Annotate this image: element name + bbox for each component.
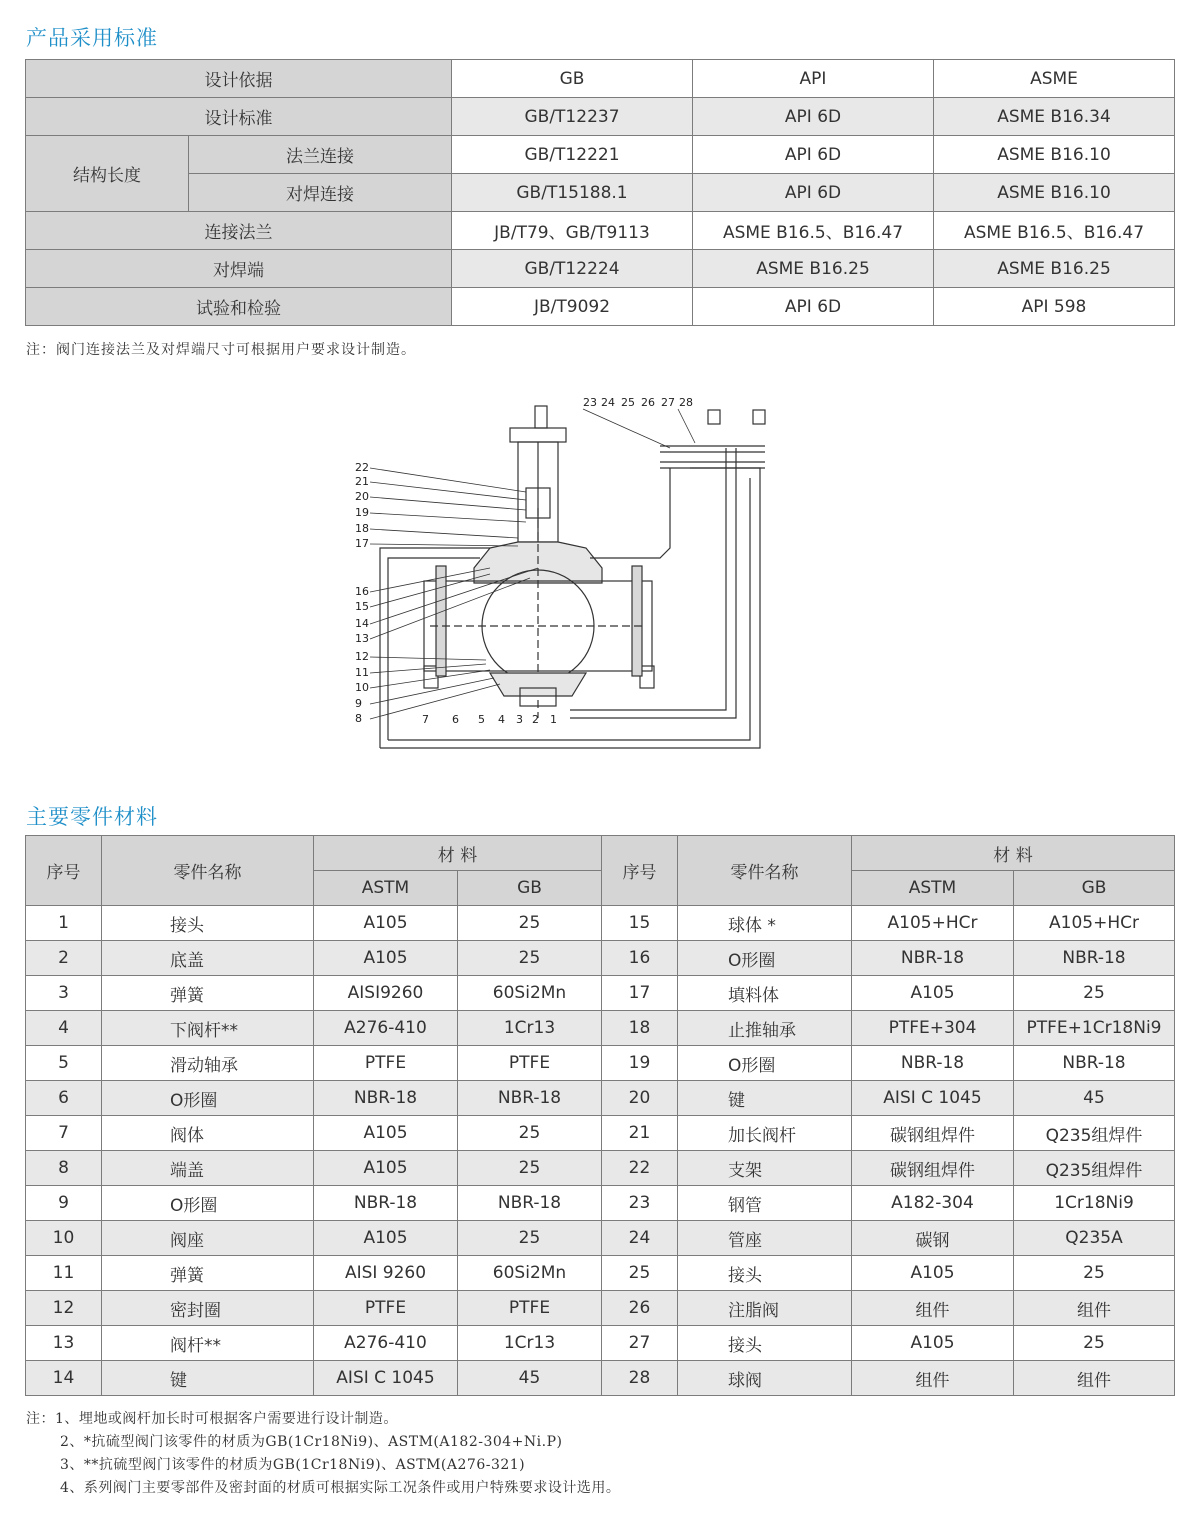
gb-material: NBR-18 (458, 1081, 602, 1116)
callout-label: 2 (532, 713, 539, 726)
callout-label: 10 (355, 681, 369, 694)
part-name: 钢管 (678, 1186, 852, 1221)
part-no: 12 (26, 1291, 102, 1326)
astm-material: A105 (314, 906, 458, 941)
gb-material: 1Cr13 (458, 1011, 602, 1046)
part-no: 21 (602, 1116, 678, 1151)
gb-material: 25 (1014, 1256, 1175, 1291)
gb-material: Q235组焊件 (1014, 1116, 1175, 1151)
astm-material: AISI9260 (314, 976, 458, 1011)
callout-label: 3 (516, 713, 523, 726)
note-line: 2、*抗硫型阀门该零件的材质为GB(1Cr18Ni9)、ASTM(A182-304+Ni.P) (60, 1434, 563, 1450)
row-label: 对焊端 (26, 250, 452, 288)
astm-material: NBR-18 (314, 1081, 458, 1116)
astm-material: A105 (852, 976, 1014, 1011)
table-row (26, 288, 1175, 326)
part-no: 22 (602, 1151, 678, 1186)
part-no: 25 (602, 1256, 678, 1291)
row-label: 连接法兰 (26, 212, 452, 250)
callout-label: 13 (355, 632, 369, 645)
astm-material: A105 (314, 1151, 458, 1186)
design-basis-label: 设计依据 (26, 60, 452, 98)
callout-label: 6 (452, 713, 459, 726)
callout-label: 23 (583, 396, 597, 409)
callout-label: 11 (355, 666, 369, 679)
astm-material: A105 (314, 1116, 458, 1151)
part-name: 注脂阀 (678, 1291, 852, 1326)
part-name: 接头 (102, 906, 314, 941)
table-row (26, 1326, 1175, 1361)
table-row (26, 212, 1175, 250)
materials-title: 主要零件材料 (26, 805, 158, 829)
astm-material: 碳钢组焊件 (852, 1151, 1014, 1186)
col-header-no: 序号 (26, 836, 102, 906)
part-name: 阀杆** (102, 1326, 314, 1361)
table-cell: GB/T12224 (452, 250, 693, 288)
valve-section-diagram (340, 388, 800, 768)
gb-material: 25 (458, 906, 602, 941)
table-cell: API 6D (693, 136, 934, 174)
astm-material: 组件 (852, 1361, 1014, 1396)
astm-material: 碳钢 (852, 1221, 1014, 1256)
gb-material: 1Cr18Ni9 (1014, 1186, 1175, 1221)
table-header-row (26, 836, 1175, 871)
col-header-gb: GB (458, 871, 602, 906)
part-name: 阀座 (102, 1221, 314, 1256)
part-name: O形圈 (678, 941, 852, 976)
note-line: 注：1、埋地或阀杆加长时可根据客户需要进行设计制造。 (26, 1411, 398, 1427)
part-name: 密封圈 (102, 1291, 314, 1326)
table-cell: ASME B16.25 (693, 250, 934, 288)
top-callouts (583, 396, 693, 409)
gb-material: 45 (1014, 1081, 1175, 1116)
col-header-astm: ASTM (314, 871, 458, 906)
callout-label: 21 (355, 475, 369, 488)
gb-material: NBR-18 (1014, 1046, 1175, 1081)
gb-material: 45 (458, 1361, 602, 1396)
part-no: 24 (602, 1221, 678, 1256)
part-name: 管座 (678, 1221, 852, 1256)
astm-material: NBR-18 (314, 1186, 458, 1221)
gb-material: NBR-18 (458, 1186, 602, 1221)
note-line: 3、**抗硫型阀门该零件的材质为GB(1Cr18Ni9)、ASTM(A276-321) (60, 1457, 526, 1473)
gb-material: 25 (1014, 1326, 1175, 1361)
row-label: 结构长度 (26, 136, 189, 212)
callout-label: 17 (355, 537, 369, 550)
gb-material: A105+HCr (1014, 906, 1175, 941)
part-name: 止推轴承 (678, 1011, 852, 1046)
col-header-no: 序号 (602, 836, 678, 906)
table-cell: ASME B16.10 (934, 174, 1175, 212)
astm-material: PTFE (314, 1046, 458, 1081)
gb-material: 25 (458, 1151, 602, 1186)
table-row (26, 1151, 1175, 1186)
callout-label: 28 (679, 396, 693, 409)
gb-material: Q235A (1014, 1221, 1175, 1256)
callout-label: 1 (550, 713, 557, 726)
astm-material: NBR-18 (852, 1046, 1014, 1081)
table-row (26, 1186, 1175, 1221)
astm-material: 组件 (852, 1291, 1014, 1326)
materials-table (25, 835, 1175, 1396)
table-row (26, 1256, 1175, 1291)
table-cell: ASME B16.5、B16.47 (693, 212, 934, 250)
part-name: 接头 (678, 1326, 852, 1361)
col-header-name: 零件名称 (678, 836, 852, 906)
callout-label: 16 (355, 585, 369, 598)
part-no: 4 (26, 1011, 102, 1046)
callout-label: 7 (422, 713, 429, 726)
part-name: O形圈 (678, 1046, 852, 1081)
table-cell: ASME B16.34 (934, 98, 1175, 136)
materials-notes (26, 1408, 620, 1500)
callout-label: 12 (355, 650, 369, 663)
part-no: 26 (602, 1291, 678, 1326)
part-name: 支架 (678, 1151, 852, 1186)
table-cell: API 6D (693, 288, 934, 326)
row-sublabel: 对焊连接 (189, 174, 452, 212)
part-name: 底盖 (102, 941, 314, 976)
col-header-material: 材 料 (852, 836, 1175, 871)
part-name: 键 (102, 1361, 314, 1396)
standards-note: 注：阀门连接法兰及对焊端尺寸可根据用户要求设计制造。 (26, 342, 416, 358)
table-row (26, 174, 1175, 212)
col-header-name: 零件名称 (102, 836, 314, 906)
gb-material: PTFE (458, 1291, 602, 1326)
callout-label: 22 (355, 461, 369, 474)
callout-label: 8 (355, 712, 362, 725)
col-header-gb: GB (452, 60, 693, 98)
callout-label: 26 (641, 396, 655, 409)
astm-material: AISI C 1045 (852, 1081, 1014, 1116)
table-cell: API 6D (693, 98, 934, 136)
part-name: O形圈 (102, 1081, 314, 1116)
callout-label: 4 (498, 713, 505, 726)
callout-label: 5 (478, 713, 485, 726)
part-name: 加长阀杆 (678, 1116, 852, 1151)
col-header-api: API (693, 60, 934, 98)
col-header-astm: ASTM (852, 871, 1014, 906)
astm-material: PTFE (314, 1291, 458, 1326)
astm-material: A105 (852, 1256, 1014, 1291)
table-cell: GB/T15188.1 (452, 174, 693, 212)
table-cell: JB/T9092 (452, 288, 693, 326)
row-label: 设计标准 (26, 98, 452, 136)
astm-material: 碳钢组焊件 (852, 1116, 1014, 1151)
left-callouts (355, 461, 369, 725)
part-no: 17 (602, 976, 678, 1011)
part-name: 接头 (678, 1256, 852, 1291)
table-row (26, 1046, 1175, 1081)
gb-material: 25 (1014, 976, 1175, 1011)
part-no: 6 (26, 1081, 102, 1116)
table-row (26, 941, 1175, 976)
part-name: 球阀 (678, 1361, 852, 1396)
part-name: 阀体 (102, 1116, 314, 1151)
part-no: 10 (26, 1221, 102, 1256)
table-row (26, 1221, 1175, 1256)
part-no: 11 (26, 1256, 102, 1291)
gb-material: NBR-18 (1014, 941, 1175, 976)
part-no: 23 (602, 1186, 678, 1221)
table-cell: JB/T79、GB/T9113 (452, 212, 693, 250)
table-row (26, 60, 1175, 98)
part-name: 下阀杆** (102, 1011, 314, 1046)
table-row (26, 250, 1175, 288)
astm-material: NBR-18 (852, 941, 1014, 976)
gb-material: 60Si2Mn (458, 976, 602, 1011)
gb-material: 25 (458, 1221, 602, 1256)
part-name: 滑动轴承 (102, 1046, 314, 1081)
part-no: 8 (26, 1151, 102, 1186)
part-no: 20 (602, 1081, 678, 1116)
part-name: 弹簧 (102, 1256, 314, 1291)
gb-material: 25 (458, 941, 602, 976)
part-no: 27 (602, 1326, 678, 1361)
table-row (26, 1361, 1175, 1396)
astm-material: AISI C 1045 (314, 1361, 458, 1396)
col-header-gb: GB (1014, 871, 1175, 906)
table-row (26, 1116, 1175, 1151)
table-row (26, 976, 1175, 1011)
part-no: 13 (26, 1326, 102, 1361)
callout-label: 14 (355, 617, 369, 630)
gb-material: Q235组焊件 (1014, 1151, 1175, 1186)
table-cell: GB/T12237 (452, 98, 693, 136)
table-cell: ASME B16.25 (934, 250, 1175, 288)
callout-label: 24 (601, 396, 615, 409)
gb-material: 25 (458, 1116, 602, 1151)
astm-material: A105 (314, 1221, 458, 1256)
gb-material: 组件 (1014, 1291, 1175, 1326)
table-row (26, 136, 1175, 174)
part-no: 18 (602, 1011, 678, 1046)
gb-material: PTFE+1Cr18Ni9 (1014, 1011, 1175, 1046)
astm-material: A182-304 (852, 1186, 1014, 1221)
part-no: 9 (26, 1186, 102, 1221)
gb-material: 1Cr13 (458, 1326, 602, 1361)
astm-material: A105 (314, 941, 458, 976)
table-row (26, 1081, 1175, 1116)
part-no: 2 (26, 941, 102, 976)
part-name: 填料体 (678, 976, 852, 1011)
astm-material: AISI 9260 (314, 1256, 458, 1291)
table-row (26, 98, 1175, 136)
table-cell: API 6D (693, 174, 934, 212)
col-header-asme: ASME (934, 60, 1175, 98)
standards-title: 产品采用标准 (26, 26, 158, 50)
table-cell: GB/T12221 (452, 136, 693, 174)
table-row (26, 1291, 1175, 1326)
part-name: 键 (678, 1081, 852, 1116)
part-no: 19 (602, 1046, 678, 1081)
part-no: 7 (26, 1116, 102, 1151)
col-header-material: 材 料 (314, 836, 602, 871)
part-no: 15 (602, 906, 678, 941)
part-no: 3 (26, 976, 102, 1011)
note-line: 4、系列阀门主要零部件及密封面的材质可根据实际工况条件或用户特殊要求设计选用。 (60, 1480, 621, 1496)
part-no: 28 (602, 1361, 678, 1396)
part-no: 14 (26, 1361, 102, 1396)
astm-material: A105 (852, 1326, 1014, 1361)
astm-material: A105+HCr (852, 906, 1014, 941)
astm-material: A276-410 (314, 1011, 458, 1046)
standards-table (25, 59, 1175, 326)
part-no: 16 (602, 941, 678, 976)
callout-label: 15 (355, 600, 369, 613)
gb-material: 组件 (1014, 1361, 1175, 1396)
gb-material: PTFE (458, 1046, 602, 1081)
part-no: 5 (26, 1046, 102, 1081)
part-name: 球体 * (678, 906, 852, 941)
callout-label: 9 (355, 697, 362, 710)
part-no: 1 (26, 906, 102, 941)
row-sublabel: 法兰连接 (189, 136, 452, 174)
gb-material: 60Si2Mn (458, 1256, 602, 1291)
table-cell: ASME B16.5、B16.47 (934, 212, 1175, 250)
table-cell: API 598 (934, 288, 1175, 326)
astm-material: PTFE+304 (852, 1011, 1014, 1046)
callout-label: 20 (355, 490, 369, 503)
part-name: 弹簧 (102, 976, 314, 1011)
table-row (26, 1011, 1175, 1046)
callout-label: 18 (355, 522, 369, 535)
callout-label: 25 (621, 396, 635, 409)
part-name: O形圈 (102, 1186, 314, 1221)
part-name: 端盖 (102, 1151, 314, 1186)
callout-label: 19 (355, 506, 369, 519)
table-row (26, 906, 1175, 941)
bottom-callouts (422, 713, 557, 726)
callout-label: 27 (661, 396, 675, 409)
row-label: 试验和检验 (26, 288, 452, 326)
table-cell: ASME B16.10 (934, 136, 1175, 174)
astm-material: A276-410 (314, 1326, 458, 1361)
